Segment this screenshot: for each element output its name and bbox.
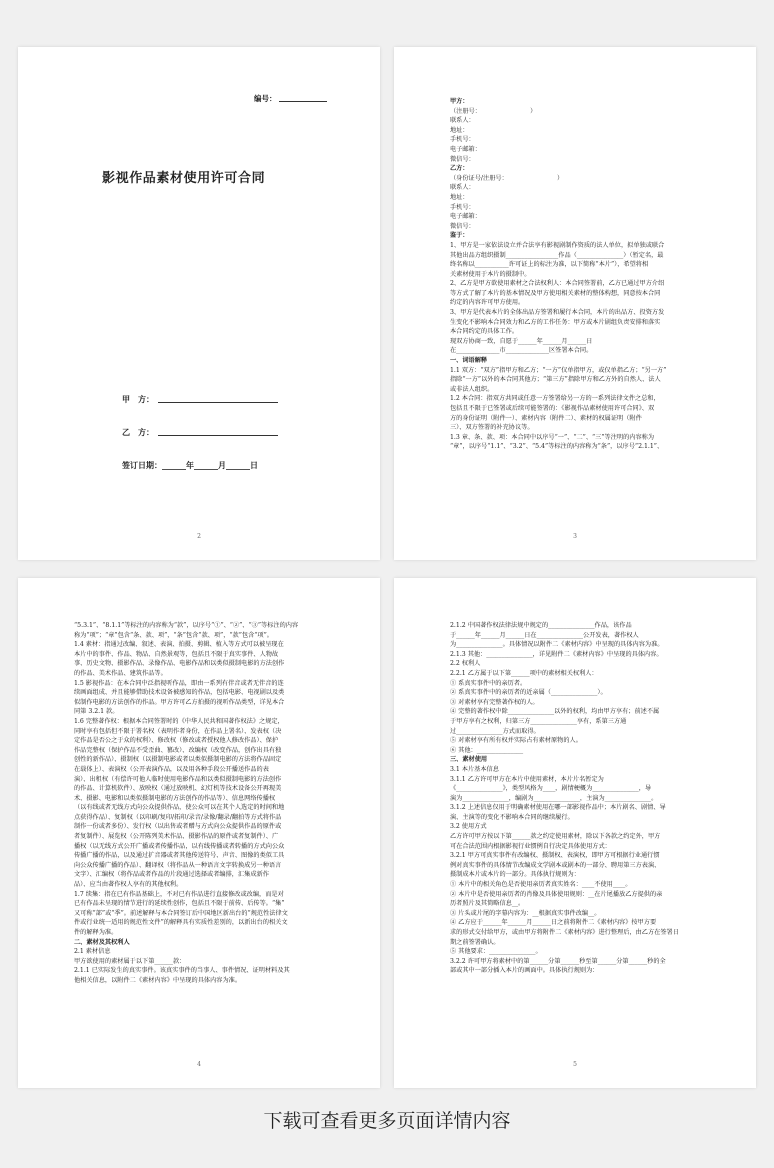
- text-line: 鉴于：: [450, 232, 469, 240]
- text-line: “5.3.1”、“8.1.1”等标注的内容称为“款”，以序号“①”、“②”、“③”等标注的内容: [74, 622, 299, 629]
- text-line: ④ 完整的著作权中除_______________以外的权利，均由甲方享有；前述不属: [450, 708, 660, 716]
- text-line: 1.3 章、条、款、项：本合同中以序号“一”、“二”、“三”等注明的内容称为: [450, 433, 655, 441]
- text-line: 或非法人组织。: [450, 385, 494, 393]
- text-line: 向公众传播广播的作品）、翻译权（将作品从一种语言文字转换成另一种语言: [74, 861, 282, 869]
- text-line: 2.2.1 乙方属于以下第______项中的素材相关权利人：: [450, 669, 598, 677]
- text-line: ⑥ 其他：_______________: [450, 746, 524, 754]
- text-line: 方的身份证明（附件一）、素材内容（附件二）、素材的权属证明（附件: [450, 414, 642, 422]
- text-line: 乙方许可甲方按以下第______款之约定使用素材，除以下各款之约定外，甲方: [450, 833, 661, 841]
- text-line: ③ 片头或片尾的字幕内容为：__根据真实事件改编__。: [450, 909, 601, 917]
- text-line: ① 本片中的相关角色是否使用亲历者真实姓名：____不使用____。: [450, 881, 632, 889]
- text-line: 演）、出租权（有偿许可他人临时使用电影作品和以类似摄制电影的方法创作: [74, 775, 282, 783]
- text-line: 3.2.2 许可甲方将素材中的第______分第______秒至第______分第______秒的全: [450, 957, 666, 965]
- text-line: 续画面组成、并且能够借助技术设备被感知的作品，包括电影、电视剧以及类: [74, 689, 285, 697]
- text-line: 地址：: [450, 193, 469, 201]
- page-body: [74, 621, 344, 986]
- text-line: 电子邮箱：: [450, 213, 481, 221]
- text-line: 求的形式交付给甲方，或由甲方将附件二《素材内容》进行整理后，由乙方在签署日: [450, 929, 679, 936]
- text-line: 例对真实事件的具体情节改编成文学剧本或剧本的一部分、聘用第三方表演、: [450, 861, 661, 869]
- party-b-signature: [122, 427, 278, 438]
- text-line: 1、甲方是一家依法设立并合法享有影视剧制作资质的法人单位，拟单独或联合: [450, 241, 665, 249]
- text-line: 可在合法范围内根据影视行业惯例自行决定具体使用方式：: [450, 842, 611, 850]
- text-line: 同第 3.2.1 款。: [74, 708, 119, 716]
- text-line: 2.2 权利人: [450, 660, 481, 668]
- text-line: 的作品、美术作品、建筑作品等。: [74, 669, 167, 677]
- text-line: 3、甲方是代表本片的全体出品方签署和履行本合同，本片的出品方、投资方发: [450, 309, 665, 317]
- text-line: 已有作品未呈现的情节进行的延续性创作，包括且不限于前传、后传等。“集”: [74, 900, 285, 908]
- text-line: 期之前签署确认。: [450, 938, 500, 946]
- text-line: 同时享有包括但不限于署名权（表明作者身份，在作品上署名）、发表权（决: [74, 727, 282, 735]
- contract-page-4: [18, 578, 380, 1088]
- text-line: 电子邮箱：: [450, 145, 481, 153]
- text-line: 生变化不影响本合同效力和乙方的工作任务：甲方或本片剧组负责安排和落实: [450, 318, 661, 326]
- text-line: 似制作电影的方法创作的作品。甲方许可乙方拍摄的视听作品类型，详见本合: [74, 698, 285, 706]
- contract-number-label: 编号：: [254, 94, 277, 103]
- text-line: 三、素材使用: [450, 756, 488, 764]
- text-line: 制作一份或者多份）、发行权（以出售或者赠与方式向公众提供作品的原件或: [74, 823, 282, 831]
- contract-page-5: [394, 578, 756, 1088]
- text-line: 传播广播的作品，以及通过扩音器或者其他传送符号、声音、图像的类似工具: [74, 852, 285, 860]
- text-line: 2.1.2 中国著作权法律法规中规定的_______________作品，该作品: [450, 622, 632, 629]
- text-line: 点获得作品）、复制权（以印刷/复印/拓印/录音/录像/翻录/翻拍等方式将作品: [74, 813, 282, 821]
- text-line: 演为_______________，编剧为_______________，主演为_______________。: [450, 794, 658, 802]
- text-line: 2.1.3 其他：_______________，详见附件二《素材内容》中呈现的具体内容。: [450, 650, 663, 658]
- text-line: 1.4 素材：指通过改编、叙述、表演、拍摄、剪辑、植入等方式可以被呈现在: [74, 641, 284, 649]
- text-line: 3.2.1 甲方可真实事件有改编权、摄制权、表演权，即甲方可根据行业通行惯: [450, 852, 660, 860]
- text-line: ② 本片中是否使用亲历者的肖像及具体使用规则：__在片尾播放乙方提供的亲: [450, 890, 663, 898]
- text-line: 本合同约定的具体工作。: [450, 328, 519, 336]
- download-more-footer[interactable]: 下载可查看更多页面详情内容: [263, 1110, 511, 1132]
- text-line: 甲方：: [450, 98, 469, 105]
- text-line: 在载体上）、表演权（公开表演作品，以及用各种手段公开播送作品的表: [74, 765, 269, 773]
- page-number: 3: [573, 533, 577, 540]
- contract-number-underline: [279, 101, 327, 102]
- text-line: 3.1 本片基本信息: [450, 765, 499, 773]
- text-line: 1.5 影视作品：在本合同中泛指视听作品，即由一系列有伴音或者无伴音的连: [74, 679, 284, 687]
- text-line: 过_______________方式而取得。: [450, 727, 540, 735]
- party-a-label: 甲 方：: [122, 394, 154, 404]
- text-line: 他相关信息，以附件二《素材内容》中呈现的具体内容为准。: [74, 976, 242, 984]
- text-line: 其他出品方组织摄制_________________作品（_______________）（暂定名，最: [450, 251, 664, 259]
- text-line: （以有线或者无线方式向公众提供作品，使公众可以在其个人选定的时间和地: [74, 804, 285, 812]
- party-b-underline: [158, 435, 278, 436]
- text-line: 摄制成本片或本片的一部分。具体执行规则为：: [450, 871, 580, 879]
- page-number: 5: [573, 1061, 577, 1068]
- text-line: 本片中的事件、作品、物品、自然景观等，包括且不限于真实事件、人物故: [74, 650, 279, 658]
- sign-date: 签订日期：______年______月______日: [122, 460, 258, 470]
- text-line: 文字）、汇编权（将作品或者作品的片段通过选择或者编排，汇集成新作: [74, 871, 269, 879]
- text-line: 件或行业统一适用的规范性文件”的解释具有实质性差别的，以新出台的相关文: [74, 919, 288, 927]
- text-line: 《_______________》，类型风格为____，剧情梗概为_______________，导: [450, 785, 652, 793]
- text-line: 播权（以无线方式公开广播或者传播作品，以有线传播或者转播的方式向公众: [74, 842, 285, 850]
- text-line: 三）、双方签署的补充协议等。: [450, 424, 534, 432]
- text-line: 联系人：: [450, 184, 475, 192]
- text-line: 于______年______月______日在_______________公开发表，著作权人: [450, 631, 639, 639]
- text-line: 地址：: [450, 126, 469, 134]
- text-line: 一、词语解释: [450, 357, 488, 365]
- text-line: 于甲方享有之权利，归第三方_______________享有，系第三方通: [450, 717, 627, 725]
- text-line: ⑤ 对素材享有所有权并实际占有素材原物的人。: [450, 737, 582, 745]
- text-line: 甲方欲使用的素材属于以下第______款：: [74, 957, 186, 965]
- page-number: 4: [197, 1061, 201, 1068]
- text-line: 1.1 双方：“双方”指甲方和乙方；“一方”仅单指甲方，或仅单指乙方；“另一方”: [450, 366, 667, 374]
- text-line: 作品完整权（保护作品不受歪曲、篡改）、改编权（改变作品，创作出具有独: [74, 746, 282, 754]
- text-line: 演、主演等的变化不影响本合同的继续履行。: [450, 813, 574, 821]
- text-line: 关素材使用于本片的摄制中。: [450, 270, 531, 278]
- text-line: 的作品、计算机软件）、放映权（通过放映机、幻灯机等技术设备公开再现美: [74, 785, 282, 793]
- text-line: 乙方：: [450, 165, 469, 173]
- text-line: 二、素材及其权利人: [74, 938, 130, 946]
- text-line: 件的解释为准。: [74, 929, 118, 936]
- text-line: 品）、应当由著作权人享有的其他权利。: [74, 881, 183, 889]
- text-line: 定作品是否公之于众的权利）、修改权（修改或者授权他人修改作品）、保护: [74, 737, 279, 745]
- text-line: 微信号：: [450, 155, 475, 163]
- text-line: 终名称以___________许可证上的标注为准，以下简称“本片”），希望将相: [450, 261, 649, 269]
- text-line: 2.1.1 已实际发生的真实事件。该真实事件的当事人、事件情况、证明材料及其: [74, 967, 290, 975]
- text-line: 等方式了解了本片的基本情况及甲方使用相关素材的整体构想，同意按本合同: [450, 289, 661, 297]
- text-line: 称为“项”；“章”包含“条、款、项”，“条”包含“款、项”，“款”包含“项”。: [74, 631, 273, 639]
- party-a-signature: [122, 394, 278, 405]
- text-line: ③ 对素材享有完整著作权的人。: [450, 698, 539, 706]
- text-line: 3.1.2 上述信息仅用于明确素材使用在哪一部影视作品中；本片剧名、剧情、导: [450, 804, 666, 812]
- contract-page-cover: [18, 47, 380, 560]
- text-line: 指除“一方”以外的本合同其他方；“第三方”指除甲方和乙方外的自然人、法人: [450, 376, 661, 384]
- text-line: 2.1 素材信息: [74, 948, 111, 956]
- text-line: 历者照片及其简略信息__。: [450, 900, 525, 908]
- text-line: 又可称“部”或“季”。前述解释与本合同签订后中国地区新出台的“规范性法律文: [74, 909, 288, 917]
- contract-number: [254, 93, 327, 104]
- text-line: 1.6 完整著作权：根据本合同签署时的《中华人民共和国著作权法》之规定，: [74, 717, 284, 725]
- text-line: 3.1.1 乙方许可甲方在本片中使用素材，本片片名暂定为: [450, 775, 604, 783]
- text-line: 部或其中一部分插入本片的画面中。具体执行规则为：: [450, 967, 599, 975]
- page-number: 2: [197, 533, 201, 540]
- text-line: 1.7 续集：指在已有作品基础上，不对已有作品进行直接修改或改编，而是对: [74, 890, 284, 898]
- text-line: 者复制件）、展览权（公开陈列美术作品、摄影作品的原件或者复制件）、广: [74, 833, 279, 841]
- contract-title: 影视作品素材使用许可合同: [102, 171, 266, 186]
- text-line: 术、摄影、电影和以类似摄制电影的方法创作的作品等）、信息网络传播权: [74, 794, 276, 802]
- text-line: 3.2 使用方式: [450, 823, 487, 831]
- text-line: （身份证号/注册号： ）: [450, 174, 564, 182]
- text-line: 联系人：: [450, 117, 475, 125]
- text-line: 约定的内容许可甲方使用。: [450, 299, 525, 307]
- text-line: 手机号：: [450, 203, 475, 211]
- text-line: 1.2 本合同：指双方共同或任意一方签署给另一方的一系列法律文件之总和，: [450, 395, 660, 403]
- text-line: “章”，以序号“1.1”、“3.2”、“5.4”等标注的内容称为“条”，以序号“2.1.1”、: [450, 443, 664, 451]
- contract-page-3: [394, 47, 756, 560]
- text-line: ⑤ 其他要求：_______________。: [450, 948, 542, 956]
- text-line: 微信号：: [450, 222, 475, 230]
- text-line: 现双方协商一致，自愿于______年______月______日: [450, 337, 593, 345]
- text-line: 为_______________。具体情况以附件二《素材内容》中呈现的具体内容为准。: [450, 641, 664, 649]
- text-line: 事、历史文物、摄影作品、录像作品、电影作品和以类似摄制电影的方法创作: [74, 660, 285, 668]
- text-line: （注册号： ）: [450, 107, 537, 115]
- text-line: 2、乙方是甲方欲使用素材之合法权利人：本合同签署前，乙方已通过甲方介绍: [450, 280, 665, 288]
- party-b-label: 乙 方：: [122, 427, 154, 437]
- text-line: ① 系真实事件中的亲历者。: [450, 679, 527, 687]
- text-line: ④ 乙方应于______年______月______日之前将附件二《素材内容》按甲方要: [450, 919, 657, 927]
- text-line: ② 系真实事件中的亲历者的近亲属（_______________）。: [450, 689, 607, 697]
- text-line: 创性的新作品）、摄制权（以摄制电影或者以类似摄制电影的方法将作品固定: [74, 756, 282, 764]
- text-line: 包括且不限于已签署或后续可能签署的：《影视作品素材使用许可合同》、双: [450, 405, 655, 412]
- page-body: [450, 621, 720, 976]
- party-a-underline: [158, 402, 278, 403]
- text-line: 在______________市______________区签署本合同。: [450, 347, 593, 355]
- page-body: [450, 97, 720, 452]
- text-line: 手机号：: [450, 136, 475, 144]
